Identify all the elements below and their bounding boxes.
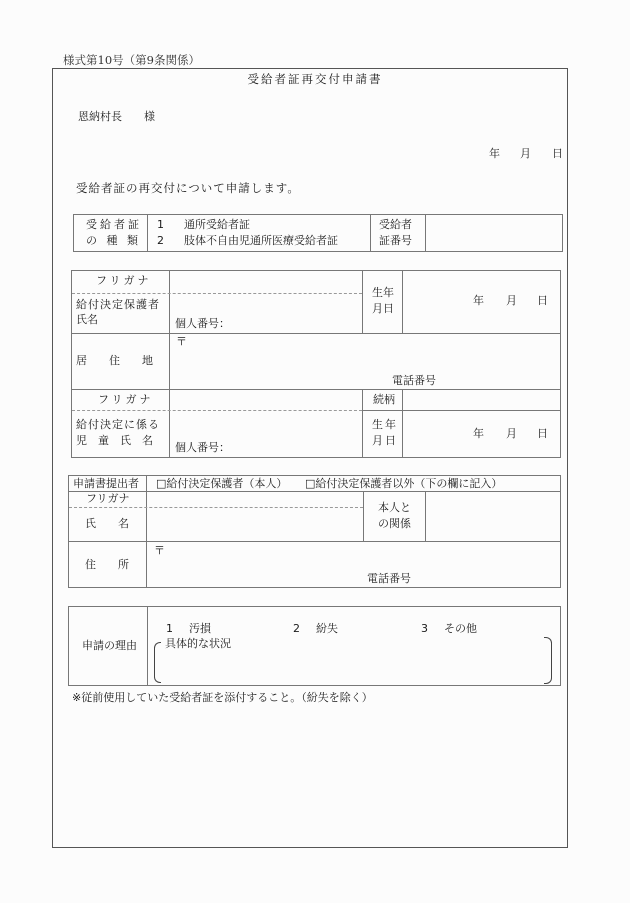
child-my-number-label: 個人番号： [175,441,230,454]
form-title: 受給者証再交付申請書 [247,72,383,86]
guardian-residence-label: 居 住 地 [76,354,153,367]
child-name-field[interactable] [171,413,361,437]
submitter-postal-mark: 〒 [154,544,165,557]
guardian-my-number-label: 個人番号： [175,317,230,330]
option-number: 1 [157,218,164,231]
reason-option-2[interactable] [293,621,338,637]
date-day-label: 日 [552,147,563,160]
child-furigana-label: フリガナ [98,393,154,406]
guardian-address-field[interactable] [171,348,556,372]
child-name-label-1: 給付決定に係る [76,418,160,431]
intro-statement: 受給者証の再交付について申請します。 [76,181,300,195]
option-label: 紛失 [316,622,338,635]
reason-details-label: 具体的な状況 [165,637,231,650]
addressee-name: 恩納村長 [78,110,122,123]
divider [425,214,426,252]
guardian-furigana-field[interactable] [171,272,361,292]
divider [425,491,426,541]
child-birth-label-1: 生年 [372,418,398,431]
guardian-birth-label-1: 生年 [372,286,394,299]
divider [68,541,561,542]
child-birth-label-2: 月日 [372,434,398,447]
guardian-birth-month: 月 [506,294,517,307]
divider [362,389,363,458]
child-birth-year: 年 [473,427,484,440]
option-label: 汚損 [189,622,211,635]
submitter-name-field[interactable] [148,509,361,539]
child-birth-day: 日 [537,427,548,440]
submitter-relation-field[interactable] [427,493,559,539]
divider [362,410,561,411]
guardian-name-field[interactable] [171,295,361,317]
recipient-number-label-2: 証番号 [379,234,412,247]
reason-option-1[interactable] [166,621,211,637]
guardian-birth-label-2: 月日 [372,302,394,315]
certificate-type-label-2: の 種 類 [86,234,141,247]
submitter-furigana-label: フリガナ [86,492,130,505]
divider [147,606,148,686]
certificate-option-2[interactable] [157,233,338,249]
guardian-name-label-1: 給付決定保護者 [76,298,160,311]
option-label: 通所受給者証 [184,218,250,231]
submitter-address-field[interactable] [148,556,553,572]
divider [71,389,561,390]
submitter-phone-label: 電話番号 [367,572,411,585]
reason-label: 申請の理由 [82,639,137,652]
attachment-note: ※従前使用していた受給者証を添付すること。（紛失を除く） [72,691,373,704]
child-relation-label: 続柄 [373,393,395,406]
submitter-address-label: 住 所 [85,558,129,571]
divider [147,214,148,252]
divider [370,214,371,252]
option-number: 2 [157,234,164,247]
reason-option-3[interactable] [421,621,477,637]
guardian-birth-day: 日 [537,294,548,307]
left-bracket-icon [154,642,161,683]
dashed-divider [72,293,362,294]
divider [402,270,403,333]
submitter-header-label: 申請書提出者 [73,477,139,490]
guardian-name-label-2: 氏名 [76,313,98,326]
guardian-postal-mark: 〒 [176,335,187,348]
option-number: 1 [166,622,173,635]
divider [402,389,403,458]
form-number: 様式第10号（第9条関係） [63,53,200,67]
option-label: 肢体不自由児通所医療受給者証 [184,234,338,247]
dashed-divider [72,410,362,411]
divider [362,270,363,333]
addressee-honorific: 様 [144,110,155,123]
submitter-option-self[interactable]: □給付決定保護者（本人） [156,477,288,490]
guardian-furigana-label: フリガナ [96,274,152,287]
submitter-name-label: 氏 名 [85,517,129,530]
date-year-label: 年 [489,147,500,160]
right-bracket-icon [544,637,552,684]
child-birth-month: 月 [506,427,517,440]
date-month-label: 月 [520,147,531,160]
addressee [78,108,155,124]
guardian-phone-label: 電話番号 [392,374,436,387]
option-label: その他 [444,622,477,635]
dashed-divider [69,507,363,508]
recipient-number-label-1: 受給者 [379,218,412,231]
recipient-number-field[interactable] [427,216,560,250]
submitter-relation-label-1: 本人と [378,501,411,514]
submitter-option-other[interactable]: □給付決定保護者以外（下の欄に記入） [305,477,503,490]
divider [169,270,170,458]
reason-details-field[interactable] [165,653,540,679]
child-furigana-field[interactable] [171,391,361,409]
submitter-furigana-field[interactable] [148,493,361,506]
divider [71,333,561,334]
divider [363,491,364,541]
certificate-option-1[interactable] [157,217,250,233]
child-relation-field[interactable] [404,391,559,409]
option-number: 3 [421,622,428,635]
child-name-label-2: 児 童 氏 名 [76,434,153,447]
guardian-birth-year: 年 [473,294,484,307]
certificate-type-label-1: 受給者証 [86,218,142,231]
option-number: 2 [293,622,300,635]
submitter-relation-label-2: の関係 [378,517,411,530]
